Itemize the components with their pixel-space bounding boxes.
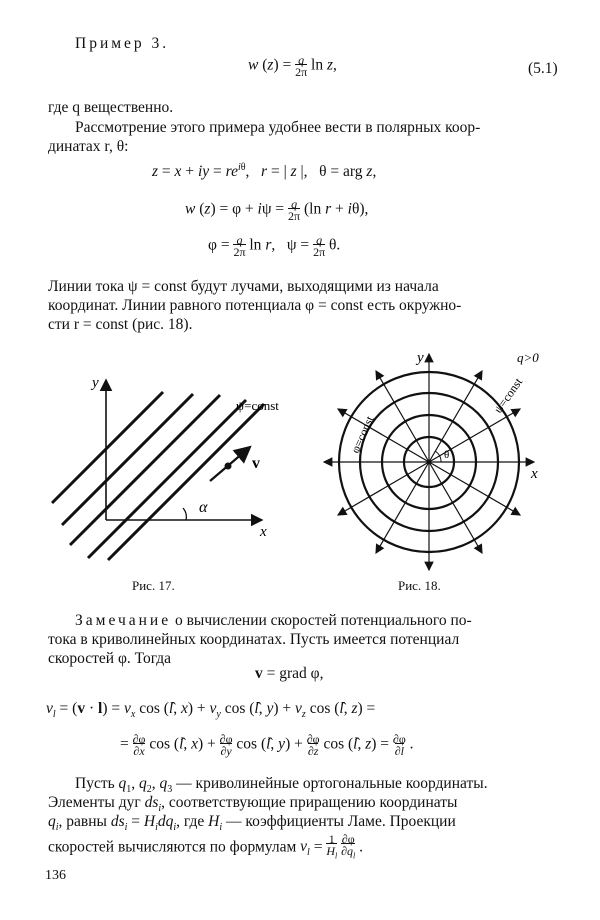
remark-line1-text: о вычислении скоростей потенциального по- xyxy=(171,612,472,629)
formula-5-1: w $(z) = \frac{q}{2\pi}$ ln z, xyxy=(248,53,337,79)
paragraph1-line1: Рассмотрение этого примера удобнее вести в полярных коор- xyxy=(75,119,481,136)
paragraph3-line2: Элементы дуг $ds_i$, соответствующие приращению координаты xyxy=(48,794,458,815)
paragraph2-line3: сти r = const (рис. 18). xyxy=(48,316,193,333)
remark-line1 xyxy=(75,611,472,630)
equation-potential: w $(z) = \varphi + i\psi = \frac{q}{2\pi} (\ln$ r + iθ), xyxy=(185,197,369,223)
fig17-caption: Рис. 17. xyxy=(132,578,175,593)
fig17-v-label: v xyxy=(252,455,260,472)
velocity-origin-dot xyxy=(225,463,232,470)
paragraph2-line1: Линии тока ψ = const будут лучами, выходящими из начала xyxy=(48,278,439,295)
paragraph2-line2: координат. Линии равного потенциала φ = const есть окружно- xyxy=(48,297,462,314)
fig17-const-label: ψ=const xyxy=(236,398,279,413)
note-line: где q вещественно. xyxy=(48,99,174,116)
equation-components: $\varphi = \frac{q}{2\pi}$ ln r, $\psi = \frac{q}{2\pi} \theta$. xyxy=(208,233,341,259)
paragraph3-line4: скоростей вычисляются по формулам $v_l = 1$ $H_l$ ∂φ $\partial q_l$ . xyxy=(48,832,364,861)
fig18-condition: q>0 xyxy=(517,350,539,365)
fig18-y-label: y xyxy=(417,350,424,366)
paragraph3-line3: $q_i$, равны $ds_i = H_idq_i$, где $H_i$ — коэффициенты Ламе. Проекции xyxy=(48,813,456,834)
fig18-caption: Рис. 18. xyxy=(398,578,441,593)
figure-17 xyxy=(40,355,300,585)
remark-heading: Замечание xyxy=(75,612,172,629)
streamline-4 xyxy=(88,400,246,558)
streamline-1 xyxy=(52,392,163,503)
remark-line3: скоростей φ. Тогда xyxy=(48,650,172,667)
fig18-psi-label: ψ=const xyxy=(490,375,526,416)
page-number: 136 xyxy=(45,868,66,883)
paragraph3-line1: Пусть $q_1$, $q_2$, $q_3$ — криволинейные ортогональные координаты. xyxy=(75,775,488,796)
equation-polar: z = x + iy = $re^{i\theta}$, r = | z |, θ = arg z, xyxy=(152,162,377,181)
figure-18 xyxy=(310,342,570,582)
example-label: Пример 3. xyxy=(75,35,170,52)
fig17-angle-label: α xyxy=(199,499,208,516)
equation-number: (5.1) xyxy=(528,60,558,77)
fig17-x-label: x xyxy=(260,524,267,540)
fig18-x-label: x xyxy=(531,466,538,482)
radial-streamlines xyxy=(324,354,534,570)
streamline-2 xyxy=(62,394,193,525)
angle-arc xyxy=(183,508,186,520)
fig18-theta-label: θ xyxy=(444,449,450,461)
fig18-phi-label: φ=const xyxy=(347,413,377,456)
equation-vl-line2: = ∂φ ∂x cos (l̂, x) + ∂φ ∂y cos (l̂, y) + ∂φ ∂z cos (l̂, z) = ∂φ ∂l . xyxy=(120,732,414,758)
equation-vl-line1: $v_l = (v \cdot l) = v_x$ cos (l̂, $x) + v_y$ cos (l̂, $y) + v_z$ cos (l̂, z) = xyxy=(46,700,376,721)
fig17-y-label: y xyxy=(92,375,99,391)
equation-grad: v = grad φ, xyxy=(255,665,324,682)
paragraph1-line2: динатах r, θ: xyxy=(48,138,129,155)
remark-line2: тока в криволинейных координатах. Пусть имеется потенциал xyxy=(48,631,460,648)
